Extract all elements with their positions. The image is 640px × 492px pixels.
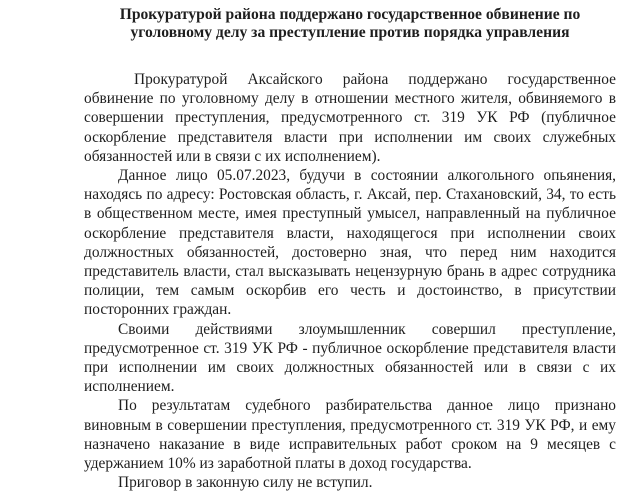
title-line-2: уголовному делу за преступление против порядка управления bbox=[130, 24, 570, 41]
paragraph-4: По результатам судебного разбирательства данное лицо признано виновным в совершении преступления, предусмотренного ст. 319 УК РФ, и ему назначено наказание в виде исправительных работ сроком на 9 месяцев с удержанием 10% из заработной платы в доход государства. bbox=[84, 397, 616, 473]
paragraph-3: Своими действиями злоумышленник совершил преступление, предусмотренное ст. 319 УК РФ - публичное оскорбление представителя власти при исполнении им своих должностных обязанностей или в связи с их исполнением. bbox=[84, 320, 616, 396]
paragraph-5: Приговор в законную силу не вступил. bbox=[118, 474, 373, 492]
document-body bbox=[84, 70, 616, 492]
paragraph-1: Прокуратурой Аксайского района поддержано государственное обвинение по уголовному делу в отношении местного жителя, обвиняемого в совершении преступления, предусмотренного ст. 319 УК РФ (публичное оскорбление представителя власти при исполнении им своих служебных обязанностей или в связи с их исполнением). bbox=[84, 71, 616, 165]
document-title bbox=[84, 6, 616, 42]
paragraph-2: Данное лицо 05.07.2023, будучи в состоянии алкогольного опьянения, находясь по адресу: Ростовская область, г. Аксай, пер. Стахановский, 34, то есть в общественном месте, имея преступный умысел, направленный на публичное оскорбление представителя власти, находящегося при исполнении своих должностных обязанностей, достоверно зная, что перед ним находится представитель власти, стал высказывать нецензурную брань в адрес сотрудника полиции, тем самым оскорбив его честь и достоинство, в присутствии посторонних граждан. bbox=[84, 167, 616, 319]
title-line-1: Прокуратурой района поддержано государственное обвинение по bbox=[119, 6, 581, 23]
